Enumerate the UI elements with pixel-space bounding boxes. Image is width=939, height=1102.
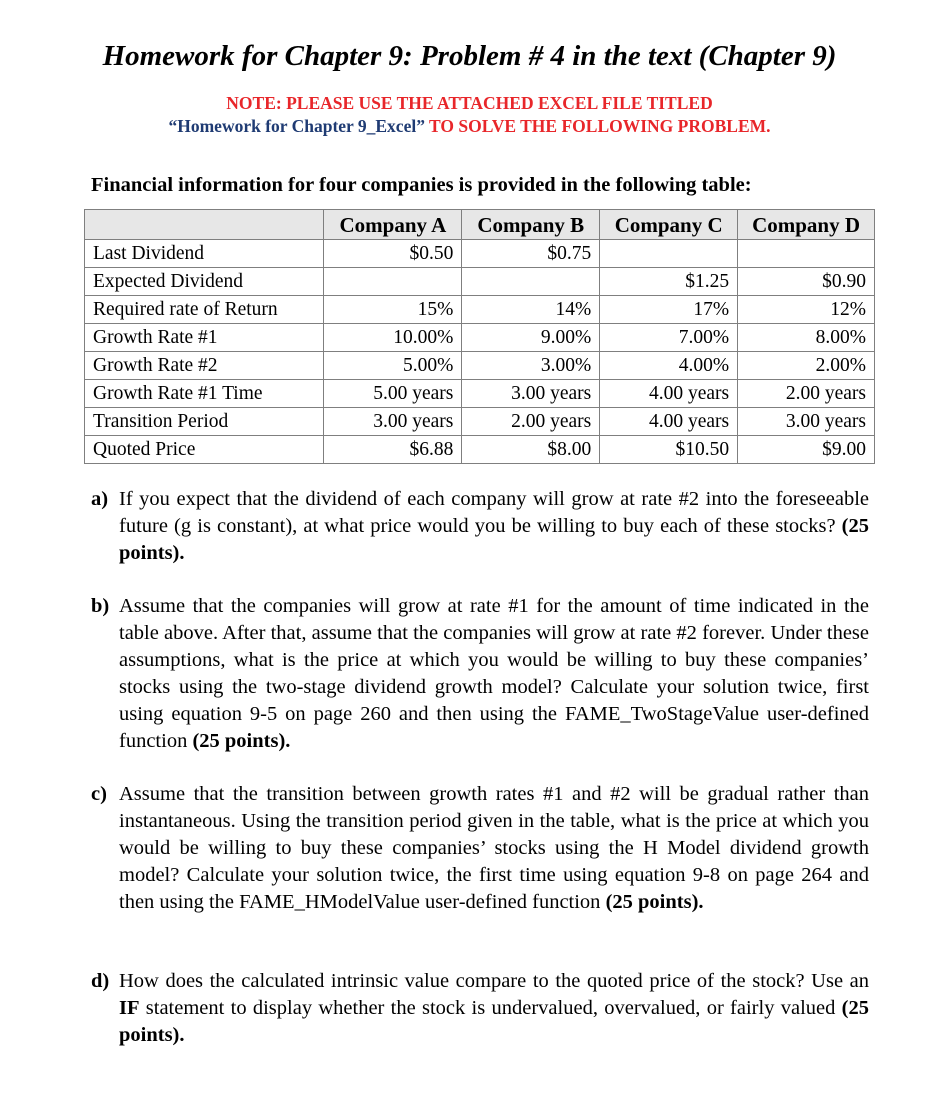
table-cell: 4.00% [600,352,738,380]
table-cell: 5.00% [324,352,462,380]
question-d [91,968,869,1049]
question-c [91,781,869,916]
question-c-letter: c) [91,783,107,805]
note-line-1: NOTE: PLEASE USE THE ATTACHED EXCEL FILE TITLED [226,93,713,113]
row-label: Expected Dividend [85,268,324,296]
table-cell: 4.00 years [600,380,738,408]
table-cell: 4.00 years [600,408,738,436]
question-c-text: Assume that the transition between growth rates #1 and #2 will be gradual rather than instantaneous. Using the transition period given in the table, what is the price at which you would be willing to buy these companies’ stocks using the H Model dividend growth model? Calculate your solution twice, the first time using equation 9-8 on page 264 and then using the FAME_HModelValue user-defined function [119,783,869,913]
question-d-end: . [179,1024,185,1046]
table-cell: 17% [600,296,738,324]
note-line-2 [0,116,939,137]
table-cell: 2.00% [738,352,875,380]
table-cell: $0.90 [738,268,875,296]
question-b-points: (25 points) [192,730,286,752]
note-line-2-rest: TO SOLVE THE FOLLOWING PROBLEM. [424,116,771,136]
table-cell: $10.50 [600,436,738,464]
question-b-text: Assume that the companies will grow at rate #1 for the amount of time indicated in the table above. After that, assume that the companies will grow at rate #2 forever. Under these assumptions, what is the price at which you would be willing to buy these companies’ stocks using the two-stage dividend growth model? Calculate your solution twice, first using equation 9-5 on page 260 and then using the FAME_TwoStageValue user-defined function [119,595,869,752]
table-cell: $0.75 [462,240,600,268]
table-cell [738,240,875,268]
table-cell: 10.00% [324,324,462,352]
column-header-company-a: Company A [324,210,462,240]
table-cell: 3.00 years [324,408,462,436]
question-d-text-before: How does the calculated intrinsic value compare to the quoted price of the stock? Use an [119,970,869,992]
table-cell: $1.25 [600,268,738,296]
column-header-company-c: Company C [600,210,738,240]
table-intro: Financial information for four companies is provided in the following table: [91,174,752,196]
question-c-end: . [698,891,704,913]
question-c-body [119,781,869,916]
table-cell: 2.00 years [462,408,600,436]
question-a-end: . [179,542,185,564]
table-cell: 7.00% [600,324,738,352]
row-label: Quoted Price [85,436,324,464]
table-header-row [85,210,875,240]
table-row [85,380,875,408]
page-title: Homework for Chapter 9: Problem # 4 in the text (Chapter 9) [102,40,837,72]
table-cell: $6.88 [324,436,462,464]
question-b-end: . [285,730,291,752]
question-b-letter: b) [91,595,110,617]
question-d-body [119,968,869,1049]
table-row [85,436,875,464]
row-label: Growth Rate #1 [85,324,324,352]
table-cell: 3.00 years [462,380,600,408]
question-a-letter: a) [91,488,109,510]
table-row [85,352,875,380]
column-header-company-b: Company B [462,210,600,240]
row-label: Growth Rate #1 Time [85,380,324,408]
question-d-letter: d) [91,970,110,992]
question-b-body [119,593,869,755]
table-cell: 9.00% [462,324,600,352]
table-cell: 12% [738,296,875,324]
question-c-points: (25 points) [605,891,699,913]
table-cell: 15% [324,296,462,324]
table-cell: 5.00 years [324,380,462,408]
table-cell: 2.00 years [738,380,875,408]
table-row [85,324,875,352]
table-row [85,408,875,436]
table-body [85,240,875,464]
question-d-points: (25 points) [119,997,869,1046]
row-label: Required rate of Return [85,296,324,324]
column-header-company-d: Company D [738,210,875,240]
table-header-corner [85,210,324,240]
question-d-text-after: statement to display whether the stock is undervalued, overvalued, or fairly valued [139,997,842,1019]
table-row [85,268,875,296]
table-cell: $8.00 [462,436,600,464]
table-row [85,296,875,324]
table-cell: 14% [462,296,600,324]
table-cell [324,268,462,296]
table-cell: $0.50 [324,240,462,268]
excel-file-name: “Homework for Chapter 9_Excel” [168,116,425,136]
row-label: Transition Period [85,408,324,436]
table-cell: 8.00% [738,324,875,352]
row-label: Growth Rate #2 [85,352,324,380]
row-label: Last Dividend [85,240,324,268]
question-b [91,593,869,755]
question-a [91,486,869,567]
table-cell: 3.00% [462,352,600,380]
table-cell: 3.00 years [738,408,875,436]
question-a-text: If you expect that the dividend of each company will grow at rate #2 into the foreseeable future (g is constant), at what price would you be willing to buy each of these stocks? [119,488,869,537]
question-a-body [119,486,869,567]
question-d-keyword: IF [119,997,140,1019]
table-cell [600,240,738,268]
financial-table [84,209,875,464]
question-a-points: (25 points) [119,515,869,564]
table-row [85,240,875,268]
table-cell [462,268,600,296]
table-cell: $9.00 [738,436,875,464]
